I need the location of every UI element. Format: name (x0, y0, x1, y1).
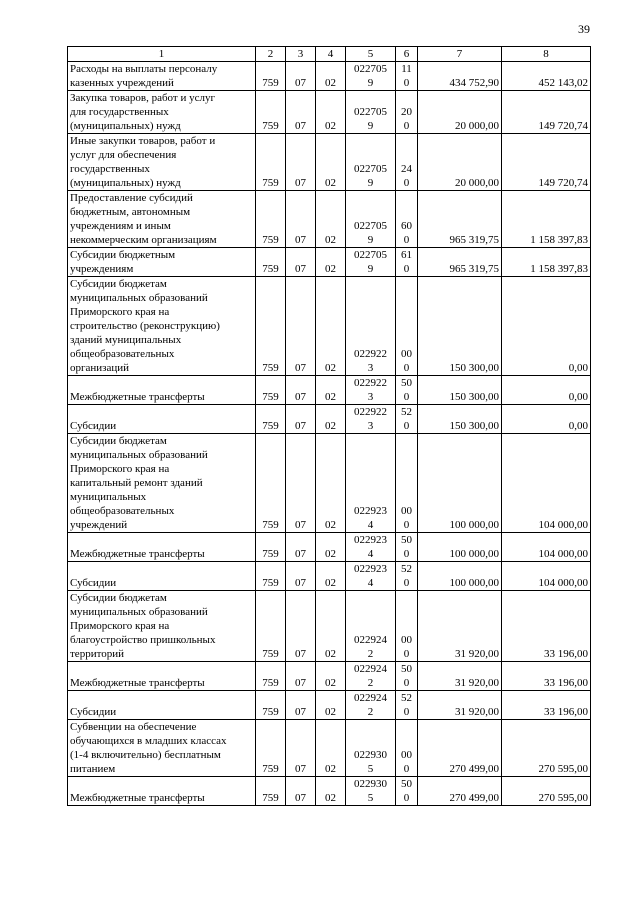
table-row (68, 376, 591, 405)
subsection-code: 02 (316, 405, 346, 434)
subsection-code: 02 (316, 248, 346, 277)
amount-year-2: 104 000,00 (502, 533, 591, 562)
table-row (68, 248, 591, 277)
target-article-code: 022924 2 (346, 591, 396, 662)
item-name: Иные закупки товаров, работ и услуг для обеспечения государственных (муниципальных) нужд (68, 134, 256, 191)
section-code: 07 (286, 720, 316, 777)
expense-type-code: 00 0 (396, 720, 418, 777)
header-row (68, 47, 591, 62)
section-code: 07 (286, 134, 316, 191)
amount-year-2: 0,00 (502, 277, 591, 376)
amount-year-1: 270 499,00 (418, 720, 502, 777)
subsection-code: 02 (316, 533, 346, 562)
amount-year-2: 452 143,02 (502, 62, 591, 91)
amount-year-1: 20 000,00 (418, 134, 502, 191)
ministry-code: 759 (256, 720, 286, 777)
subsection-code: 02 (316, 777, 346, 806)
amount-year-1: 31 920,00 (418, 691, 502, 720)
amount-year-2: 270 595,00 (502, 720, 591, 777)
table-row (68, 134, 591, 191)
item-name: Межбюджетные трансферты (68, 777, 256, 806)
subsection-code: 02 (316, 277, 346, 376)
column-header: 6 (396, 47, 418, 62)
expense-type-code: 00 0 (396, 591, 418, 662)
item-name: Субсидии бюджетам муниципальных образований Приморского края на благоустройство пришкольных территорий (68, 591, 256, 662)
amount-year-1: 150 300,00 (418, 376, 502, 405)
expense-type-code: 50 0 (396, 662, 418, 691)
amount-year-1: 965 319,75 (418, 248, 502, 277)
item-name: Межбюджетные трансферты (68, 376, 256, 405)
expense-type-code: 50 0 (396, 533, 418, 562)
amount-year-1: 100 000,00 (418, 562, 502, 591)
table-row (68, 720, 591, 777)
table-row (68, 191, 591, 248)
amount-year-2: 33 196,00 (502, 591, 591, 662)
table-row (68, 62, 591, 91)
subsection-code: 02 (316, 62, 346, 91)
subsection-code: 02 (316, 191, 346, 248)
item-name: Субсидии бюджетным учреждениям (68, 248, 256, 277)
section-code: 07 (286, 691, 316, 720)
item-name: Субсидии бюджетам муниципальных образований Приморского края на капитальный ремонт зданий муниципальных общеобразовательных учреждений (68, 434, 256, 533)
column-header: 2 (256, 47, 286, 62)
expense-type-code: 20 0 (396, 91, 418, 134)
section-code: 07 (286, 434, 316, 533)
amount-year-1: 965 319,75 (418, 191, 502, 248)
target-article-code: 022923 4 (346, 434, 396, 533)
expense-type-code: 52 0 (396, 405, 418, 434)
ministry-code: 759 (256, 777, 286, 806)
amount-year-1: 31 920,00 (418, 591, 502, 662)
ministry-code: 759 (256, 591, 286, 662)
item-name: Закупка товаров, работ и услуг для государственных (муниципальных) нужд (68, 91, 256, 134)
expense-type-code: 50 0 (396, 777, 418, 806)
subsection-code: 02 (316, 434, 346, 533)
ministry-code: 759 (256, 248, 286, 277)
table-row (68, 91, 591, 134)
item-name: Субвенции на обеспечение обучающихся в младших классах (1-4 включительно) бесплатным питанием (68, 720, 256, 777)
item-name: Субсидии (68, 562, 256, 591)
amount-year-2: 104 000,00 (502, 562, 591, 591)
column-header: 8 (502, 47, 591, 62)
ministry-code: 759 (256, 62, 286, 91)
table-row (68, 533, 591, 562)
column-header: 5 (346, 47, 396, 62)
expense-type-code: 61 0 (396, 248, 418, 277)
section-code: 07 (286, 191, 316, 248)
target-article-code: 022705 9 (346, 134, 396, 191)
subsection-code: 02 (316, 662, 346, 691)
ministry-code: 759 (256, 91, 286, 134)
amount-year-1: 100 000,00 (418, 434, 502, 533)
section-code: 07 (286, 376, 316, 405)
table-row (68, 277, 591, 376)
section-code: 07 (286, 277, 316, 376)
item-name: Межбюджетные трансферты (68, 662, 256, 691)
column-header: 7 (418, 47, 502, 62)
target-article-code: 022930 5 (346, 720, 396, 777)
section-code: 07 (286, 777, 316, 806)
subsection-code: 02 (316, 720, 346, 777)
expense-type-code: 24 0 (396, 134, 418, 191)
amount-year-2: 270 595,00 (502, 777, 591, 806)
section-code: 07 (286, 248, 316, 277)
target-article-code: 022705 9 (346, 191, 396, 248)
expense-type-code: 60 0 (396, 191, 418, 248)
section-code: 07 (286, 562, 316, 591)
table-row (68, 434, 591, 533)
expense-type-code: 00 0 (396, 277, 418, 376)
subsection-code: 02 (316, 376, 346, 405)
subsection-code: 02 (316, 691, 346, 720)
page-number: 39 (578, 22, 590, 36)
ministry-code: 759 (256, 277, 286, 376)
target-article-code: 022705 9 (346, 62, 396, 91)
section-code: 07 (286, 405, 316, 434)
ministry-code: 759 (256, 662, 286, 691)
target-article-code: 022924 2 (346, 691, 396, 720)
amount-year-1: 150 300,00 (418, 405, 502, 434)
subsection-code: 02 (316, 91, 346, 134)
ministry-code: 759 (256, 376, 286, 405)
amount-year-1: 150 300,00 (418, 277, 502, 376)
section-code: 07 (286, 91, 316, 134)
amount-year-2: 149 720,74 (502, 91, 591, 134)
table-row (68, 662, 591, 691)
amount-year-2: 33 196,00 (502, 662, 591, 691)
column-header: 3 (286, 47, 316, 62)
amount-year-1: 270 499,00 (418, 777, 502, 806)
target-article-code: 022705 9 (346, 248, 396, 277)
budget-table (67, 46, 591, 806)
amount-year-2: 1 158 397,83 (502, 248, 591, 277)
item-name: Межбюджетные трансферты (68, 533, 256, 562)
item-name: Субсидии бюджетам муниципальных образований Приморского края на строительство (реконструкцию) зданий муниципальных общеобразовательных организаций (68, 277, 256, 376)
expense-type-code: 00 0 (396, 434, 418, 533)
section-code: 07 (286, 662, 316, 691)
target-article-code: 022930 5 (346, 777, 396, 806)
table-row (68, 562, 591, 591)
subsection-code: 02 (316, 562, 346, 591)
target-article-code: 022922 3 (346, 277, 396, 376)
column-header: 4 (316, 47, 346, 62)
column-header: 1 (68, 47, 256, 62)
section-code: 07 (286, 591, 316, 662)
target-article-code: 022923 4 (346, 533, 396, 562)
expense-type-code: 50 0 (396, 376, 418, 405)
item-name: Расходы на выплаты персоналу казенных учреждений (68, 62, 256, 91)
amount-year-2: 0,00 (502, 405, 591, 434)
target-article-code: 022705 9 (346, 91, 396, 134)
target-article-code: 022923 4 (346, 562, 396, 591)
amount-year-1: 31 920,00 (418, 662, 502, 691)
ministry-code: 759 (256, 405, 286, 434)
target-article-code: 022922 3 (346, 405, 396, 434)
ministry-code: 759 (256, 533, 286, 562)
amount-year-1: 434 752,90 (418, 62, 502, 91)
amount-year-1: 20 000,00 (418, 91, 502, 134)
amount-year-2: 0,00 (502, 376, 591, 405)
subsection-code: 02 (316, 134, 346, 191)
ministry-code: 759 (256, 434, 286, 533)
expense-type-code: 52 0 (396, 562, 418, 591)
expense-type-code: 11 0 (396, 62, 418, 91)
ministry-code: 759 (256, 134, 286, 191)
ministry-code: 759 (256, 562, 286, 591)
amount-year-2: 1 158 397,83 (502, 191, 591, 248)
target-article-code: 022924 2 (346, 662, 396, 691)
amount-year-2: 149 720,74 (502, 134, 591, 191)
item-name: Субсидии (68, 405, 256, 434)
section-code: 07 (286, 62, 316, 91)
item-name: Субсидии (68, 691, 256, 720)
table-row (68, 591, 591, 662)
section-code: 07 (286, 533, 316, 562)
expense-type-code: 52 0 (396, 691, 418, 720)
ministry-code: 759 (256, 691, 286, 720)
amount-year-2: 104 000,00 (502, 434, 591, 533)
table-row (68, 405, 591, 434)
table-row (68, 777, 591, 806)
ministry-code: 759 (256, 191, 286, 248)
table-row (68, 691, 591, 720)
amount-year-1: 100 000,00 (418, 533, 502, 562)
amount-year-2: 33 196,00 (502, 691, 591, 720)
target-article-code: 022922 3 (346, 376, 396, 405)
item-name: Предоставление субсидий бюджетным, автономным учреждениям и иным некоммерческим организациям (68, 191, 256, 248)
subsection-code: 02 (316, 591, 346, 662)
